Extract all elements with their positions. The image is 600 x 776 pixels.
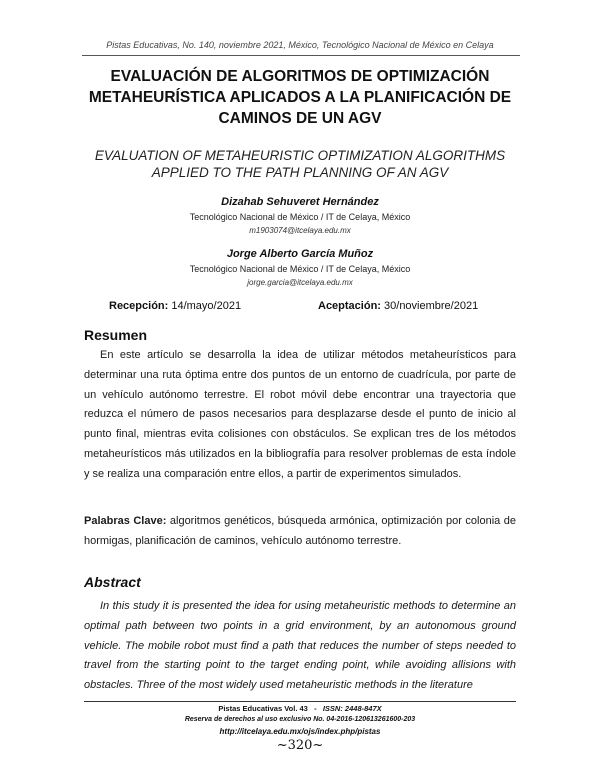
abstract-heading: Abstract [84,574,141,590]
page-number: ~320~ [276,738,324,753]
author-2-name: Jorge Alberto García Muñoz [226,248,374,260]
keywords [84,512,516,552]
resumen-text: En este artículo se desarrolla la idea de utilizar métodos metaheurísticos para determinar una ruta óptima entre dos puntos de un entorno de cuadrícula, por parte de un vehículo autónomo terrestre. El robot móvil debe encontrar una trayectoria que reduzca el número de pasos necesarios para desplazarse desde el punto de inicio al punto final, mientras evita colisiones con obstáculos. Se explican tres de los métodos metaheurísticos más utilizados en la bibliografía para resolver problemas de esta índole y se realiza una comparación entre ellos, a partir de experimentos simulados. [84,349,516,480]
footer-url[interactable]: http://itcelaya.edu.mx/ojs/index.php/pistas [219,727,381,736]
footer-issn: ISSN: 2448-847X [322,704,382,713]
acceptance-value: 30/noviembre/2021 [380,300,479,312]
keywords-text: algoritmos genéticos, búsqueda armónica, optimización por colonia de hormigas, planificación de caminos, vehículo autónomo terrestre. [84,515,517,547]
title-spanish: EVALUACIÓN DE ALGORITMOS DE OPTIMIZACIÓN METAHEURÍSTICA APLICADOS A LA PLANIFICACIÓN DE CAMINOS DE UN AGV [88,68,512,127]
footer-separator: - [307,704,323,713]
reception-date [109,300,241,312]
footer-journal-line [0,704,600,713]
footer-journal: Pistas Educativas Vol. 43 [218,704,308,713]
reception-value: 14/mayo/2021 [168,300,242,312]
keywords-label: Palabras Clave: [84,515,167,527]
acceptance-label: Aceptación: [318,300,381,312]
header-rule [82,55,520,56]
abstract-text: In this study it is presented the idea for using metaheuristic methods to determine an optimal path between two points in a grid environment, by an autonomous ground vehicle. The mobile robot must find a path that reduces the number of steps needed to travel from the starting point to the target ending point, while avoiding allisions with obstacles. Three of the most widely used metaheuristic methods in the literature [84,600,516,692]
author-2-email: jorge.garcia@itcelaya.edu.mx [247,278,353,287]
footer-rule [84,701,516,702]
author-1-affiliation: Tecnológico Nacional de México / IT de Celaya, México [189,212,411,222]
author-2-affiliation: Tecnológico Nacional de México / IT de Celaya, México [189,264,411,274]
author-1-name: Dizahab Sehuveret Hernández [221,196,379,208]
footer-reserva: Reserva de derechos al uso exclusivo No. 04-2016-120613261600-203 [184,716,416,723]
title-english: EVALUATION OF METAHEURISTIC OPTIMIZATION ALGORITHMS APPLIED TO THE PATH PLANNING OF AN AGV [94,148,506,180]
reception-label: Recepción: [109,300,169,312]
resumen-heading: Resumen [84,327,148,343]
acceptance-date [318,300,478,312]
author-1-email: m1903074@itcelaya.edu.mx [249,226,351,235]
running-header: Pistas Educativas, No. 140, noviembre 2021, México, Tecnológico Nacional de México en Celaya [106,40,494,50]
